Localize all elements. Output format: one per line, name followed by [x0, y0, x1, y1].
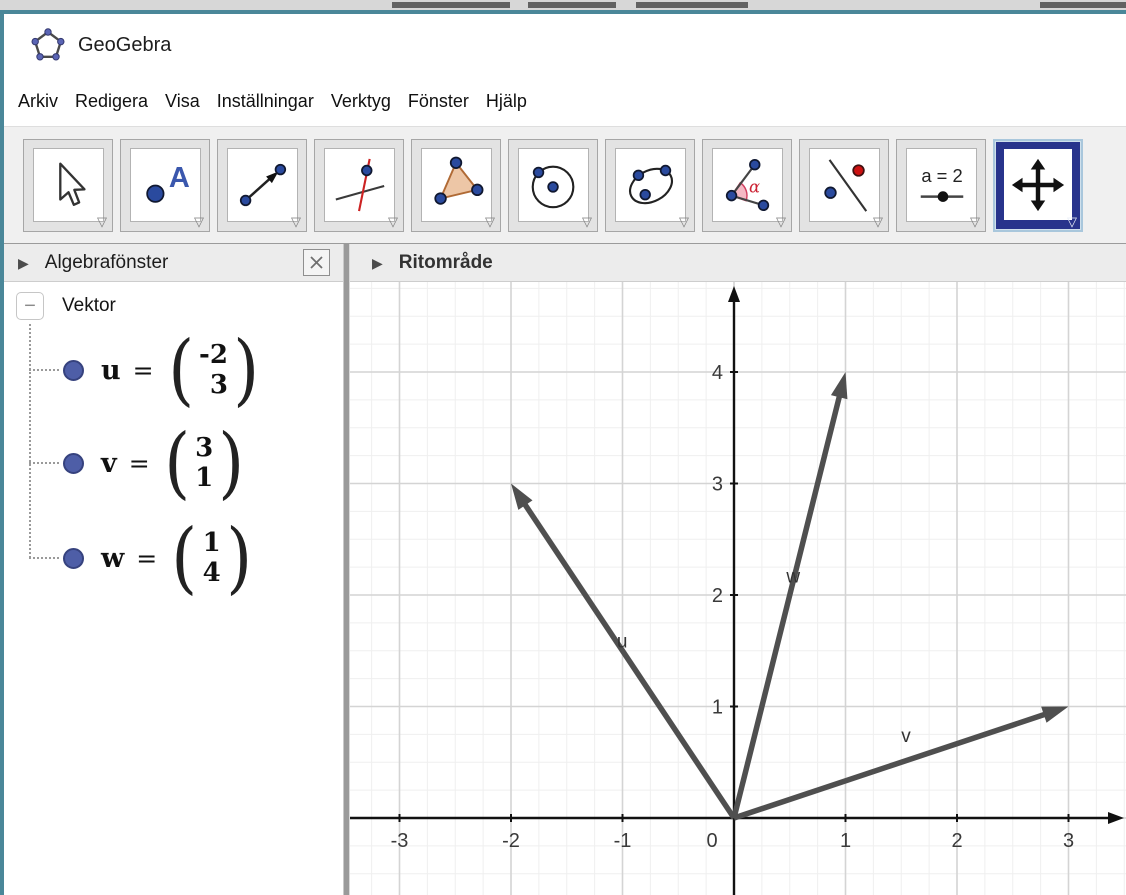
x-tick-label: 0 — [706, 830, 718, 852]
tree-collapse-button[interactable]: − — [16, 292, 44, 320]
tool-dropdown-icon[interactable]: ▽ — [679, 214, 689, 229]
y-tick-label: 4 — [711, 362, 723, 384]
line-icon — [331, 155, 389, 215]
visibility-dot[interactable] — [63, 548, 84, 569]
close-icon[interactable] — [303, 249, 330, 276]
algebra-panel-title: Algebrafönster — [44, 251, 169, 273]
ellipse-icon — [622, 155, 680, 215]
algebra-tree — [4, 282, 343, 895]
algebra-item-u[interactable] — [4, 325, 343, 415]
panel-splitter[interactable] — [343, 244, 350, 895]
svg-text:a = 2: a = 2 — [920, 165, 963, 187]
background-window-edge — [0, 0, 1126, 10]
graphics-view — [350, 244, 1126, 895]
move-tool-button[interactable] — [23, 139, 113, 232]
svg-text:α: α — [748, 177, 760, 197]
line-tool-button[interactable] — [314, 139, 404, 232]
vector-value: ( 1 4 ) — [171, 513, 252, 603]
tool-dropdown-icon[interactable]: ▽ — [873, 214, 883, 229]
background-artifact — [1040, 2, 1126, 8]
menu-item-hjlp[interactable]: Hjälp — [485, 90, 527, 111]
graphics-panel-title: Ritområde — [398, 251, 493, 273]
graphics-panel-header — [350, 244, 1126, 282]
tool-dropdown-icon[interactable]: ▽ — [776, 214, 786, 229]
background-artifact — [392, 2, 510, 8]
geogebra-logo-icon — [30, 27, 66, 63]
reflection-icon — [816, 155, 874, 215]
main-panels — [4, 244, 1126, 895]
algebra-item-w[interactable] — [4, 513, 343, 603]
tool-dropdown-icon[interactable]: ▽ — [1067, 214, 1077, 229]
angle-tool-button[interactable] — [702, 139, 792, 232]
menu-item-visa[interactable]: Visa — [165, 90, 200, 111]
equals-sign: = — [136, 543, 158, 573]
menu-item-fnster[interactable]: Fönster — [407, 90, 469, 111]
vector-label: v — [901, 726, 911, 748]
menu-item-arkiv[interactable]: Arkiv — [18, 90, 58, 111]
point-icon — [137, 155, 195, 215]
menu-item-verktyg[interactable]: Verktyg — [330, 90, 391, 111]
vector-name: w — [101, 542, 125, 574]
vector-label: u — [616, 631, 628, 653]
graphics-canvas[interactable] — [350, 282, 1126, 895]
menu-item-redigera[interactable]: Redigera — [75, 90, 149, 111]
panel-collapse-icon[interactable]: ▶ — [18, 254, 29, 271]
point-tool-button[interactable] — [120, 139, 210, 232]
polygon-icon — [428, 155, 486, 215]
angle-icon — [719, 155, 777, 215]
x-tick-label: 1 — [839, 830, 852, 852]
equals-sign: = — [132, 355, 154, 385]
x-tick-label: -1 — [613, 830, 632, 852]
slider-icon — [913, 155, 971, 215]
y-tick-label: 1 — [711, 696, 723, 719]
tool-dropdown-icon[interactable]: ▽ — [291, 214, 301, 229]
slider-tool-button[interactable] — [896, 139, 986, 232]
y-tick-label: 2 — [711, 585, 723, 607]
x-tick-label: 3 — [1062, 830, 1075, 852]
cursor-icon — [40, 155, 98, 215]
x-tick-label: 2 — [951, 830, 963, 852]
vector-label: w — [786, 566, 801, 588]
polygon-tool-button[interactable] — [411, 139, 501, 232]
vector-name: v — [101, 447, 117, 479]
algebra-panel-header — [4, 244, 343, 282]
ellipse-tool-button[interactable] — [605, 139, 695, 232]
vector-value: ( -2 3 ) — [167, 325, 260, 415]
tool-dropdown-icon[interactable]: ▽ — [194, 214, 204, 229]
tool-dropdown-icon[interactable]: ▽ — [388, 214, 398, 229]
svg-text:A: A — [168, 161, 190, 194]
tool-dropdown-icon[interactable]: ▽ — [485, 214, 495, 229]
title-bar — [4, 14, 1126, 76]
y-tick-label: 3 — [711, 473, 723, 496]
circle-icon — [525, 155, 583, 215]
x-tick-label: -3 — [390, 830, 409, 852]
vector-name: u — [101, 354, 121, 386]
algebra-item-v[interactable] — [4, 418, 343, 508]
tool-dropdown-icon[interactable]: ▽ — [970, 214, 980, 229]
panel-collapse-icon[interactable]: ▶ — [372, 254, 383, 271]
tool-dropdown-icon[interactable]: ▽ — [582, 214, 592, 229]
tree-group-label: Vektor — [62, 295, 116, 316]
algebra-view — [4, 244, 343, 895]
visibility-dot[interactable] — [63, 360, 84, 381]
tool-dropdown-icon[interactable]: ▽ — [97, 214, 107, 229]
toolbar — [4, 126, 1126, 244]
x-tick-label: -2 — [502, 830, 520, 852]
vector-icon — [234, 155, 292, 215]
equals-sign: = — [128, 448, 150, 478]
vector-value: ( 3 1 ) — [163, 418, 245, 508]
menu-bar — [4, 76, 1126, 126]
move-graphics-view-tool-button[interactable] — [993, 139, 1083, 232]
menu-item-instllningar[interactable]: Inställningar — [216, 90, 314, 111]
reflection-tool-button[interactable] — [799, 139, 889, 232]
window-title: GeoGebra — [78, 33, 172, 56]
vector-tool-button[interactable] — [217, 139, 307, 232]
background-artifact — [636, 2, 748, 8]
circle-tool-button[interactable] — [508, 139, 598, 232]
background-artifact — [528, 2, 616, 8]
move-view-icon — [1009, 155, 1067, 215]
visibility-dot[interactable] — [63, 453, 84, 474]
